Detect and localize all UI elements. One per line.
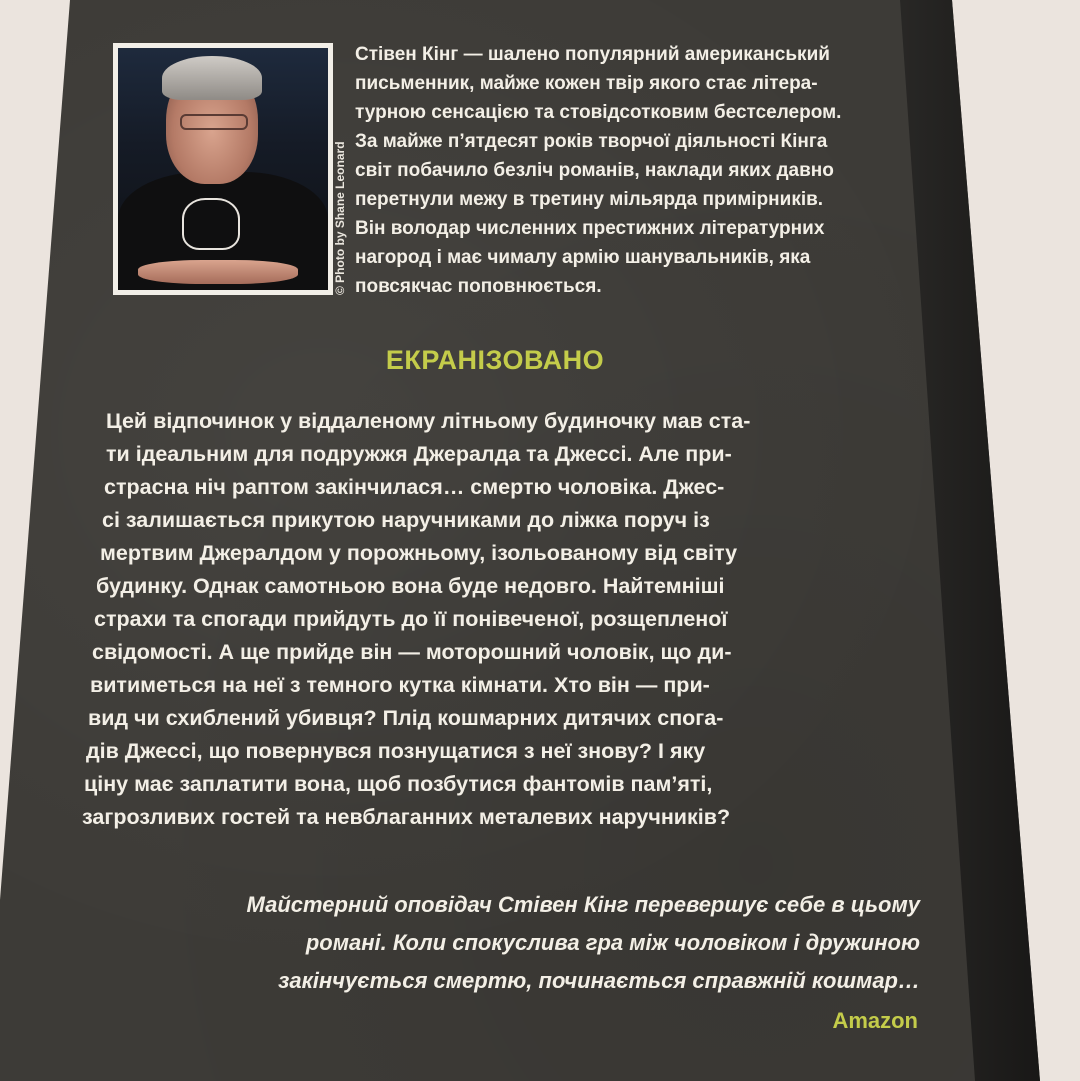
bio-line: За майже п’ятдесят років творчої діяльності Кінга xyxy=(355,131,828,152)
adapted-heading: ЕКРАНІЗОВАНО xyxy=(385,345,605,375)
synopsis-line: вид чи схиблений убивця? Плід кошмарних дитячих спога- xyxy=(88,706,724,730)
photo-shirt-graphic xyxy=(182,198,240,250)
bio-line: письменник, майже кожен твір якого стає літера- xyxy=(355,73,818,94)
synopsis xyxy=(82,405,940,834)
synopsis-line: свідомості. А ще прийде він — моторошний чоловік, що ди- xyxy=(92,640,732,664)
quote-line: закінчується смертю, починається справжній кошмар… xyxy=(278,968,920,993)
bio-line: турною сенсацією та стовідсотковим бестселером. xyxy=(355,102,842,123)
quote-line: романі. Коли спокуслива гра між чоловіком і дружиною xyxy=(305,930,920,955)
photo-glasses xyxy=(180,114,248,130)
bio-line: світ побачило безліч романів, наклади яких давно xyxy=(355,160,834,181)
bio-line: нагород і має чималу армію шанувальників, яка xyxy=(355,247,811,268)
bio-line: Стівен Кінг — шалено популярний американський xyxy=(355,44,830,65)
synopsis-line: ціну має заплатити вона, щоб позбутися фантомів пам’яті, xyxy=(84,772,713,796)
author-bio xyxy=(355,40,928,301)
review-source: Amazon xyxy=(832,1008,918,1033)
photo-hands xyxy=(138,260,298,284)
synopsis-line: мертвим Джералдом у порожньому, ізольованому від світу xyxy=(100,541,738,565)
synopsis-line: дів Джессі, що повернувся познущатися з неї знову? І яку xyxy=(86,739,706,763)
synopsis-line: страхи та спогади прийдуть до її понівеченої, розщепленої xyxy=(94,607,728,631)
synopsis-line: страсна ніч раптом закінчилася… смертю чоловіка. Джес- xyxy=(104,475,725,499)
bio-line: перетнули межу в третину мільярда примірників. xyxy=(355,189,824,210)
synopsis-line: загрозливих гостей та невблаганних металевих наручників? xyxy=(82,805,731,829)
synopsis-line: ти ідеальним для подружжя Джералда та Джессі. Але при- xyxy=(106,442,732,466)
photo-hair xyxy=(162,56,262,100)
photo-credit: © Photo by Shane Leonard xyxy=(333,141,347,295)
synopsis-line: витиметься на неї з темного кутка кімнати. Хто він — при- xyxy=(90,673,710,697)
quote-line: Майстерний оповідач Стівен Кінг перевершує себе в цьому xyxy=(246,892,920,917)
synopsis-line: сі залишається прикутою наручниками до ліжка поруч із xyxy=(102,508,710,532)
synopsis-line: будинку. Однак самотньою вона буде недовго. Найтемніші xyxy=(96,574,725,598)
review-quote xyxy=(100,886,920,1000)
author-photo xyxy=(118,48,328,290)
synopsis-line: Цей відпочинок у віддаленому літньому будиночку мав ста- xyxy=(106,409,751,433)
author-photo-frame xyxy=(113,43,333,295)
bio-line: Він володар численних престижних літературних xyxy=(355,218,825,239)
bio-line: повсякчас поповнюється. xyxy=(355,276,602,297)
